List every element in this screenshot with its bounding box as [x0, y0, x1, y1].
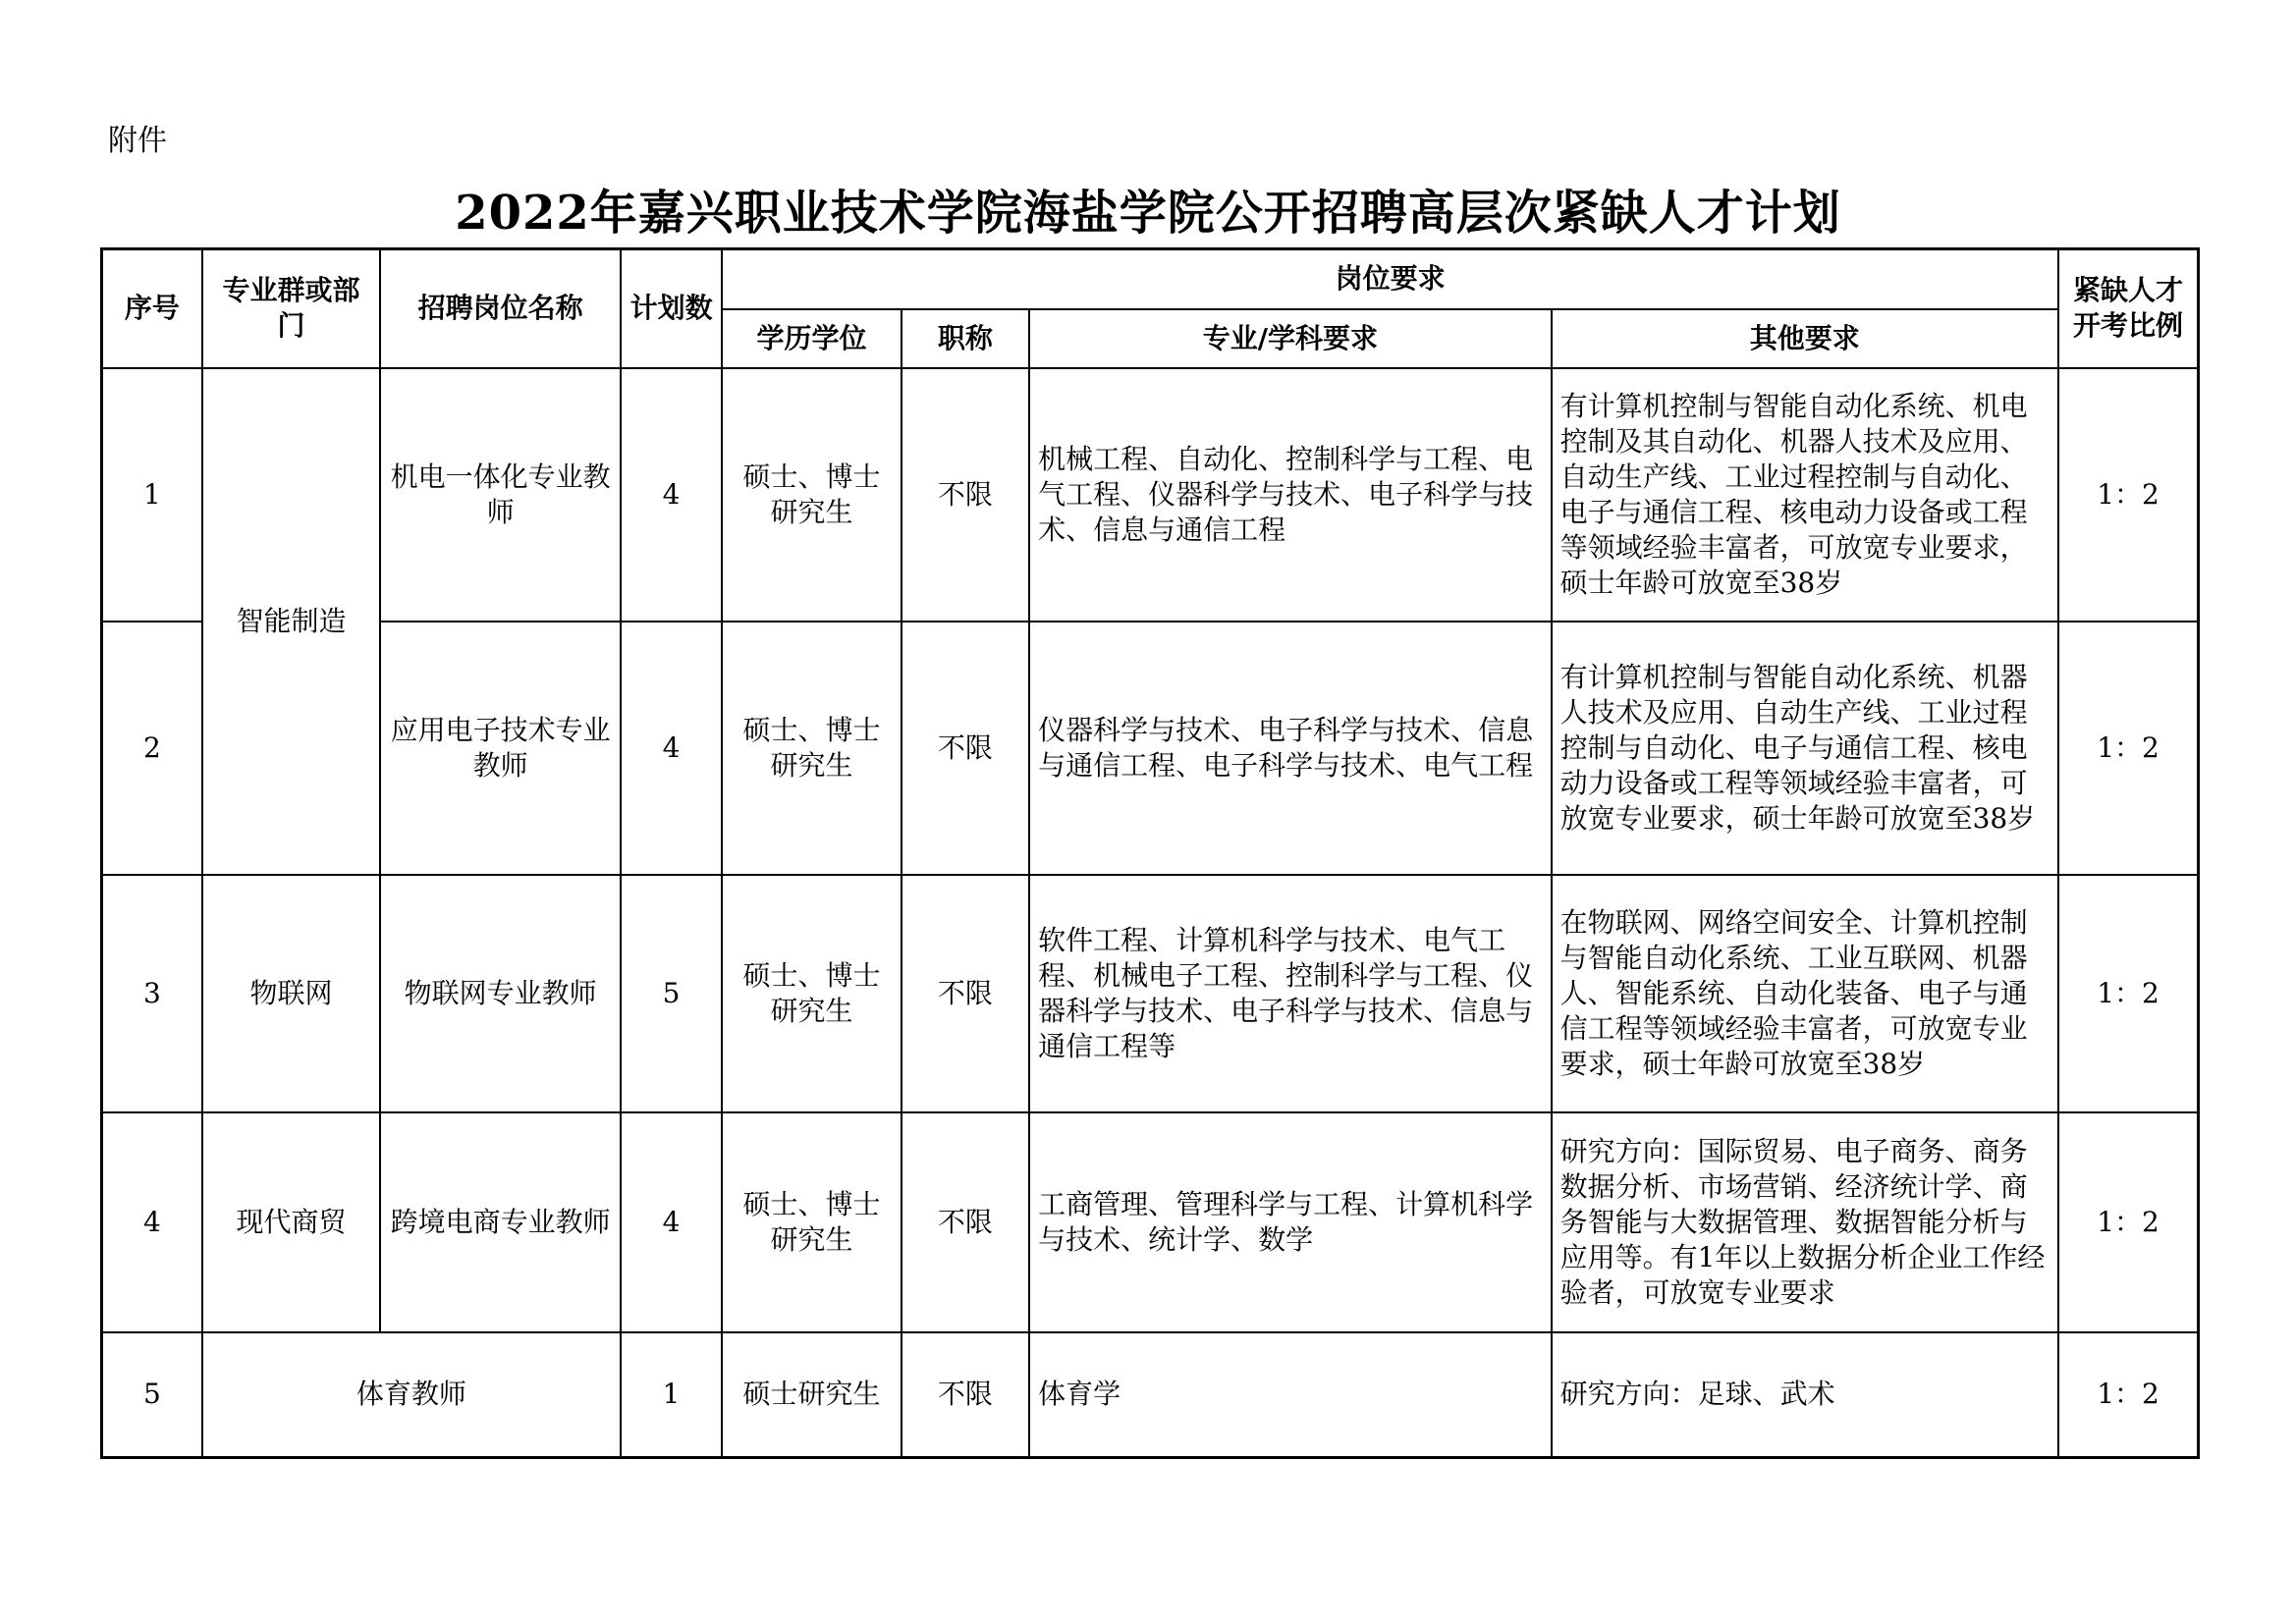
header-position: 招聘岗位名称 [380, 249, 621, 368]
cell-other: 研究方向：国际贸易、电子商务、商务数据分析、市场营销、经济统计学、商务智能与大数据管理、数据智能分析与应用等。有1年以上数据分析企业工作经验者，可放宽专业要求 [1552, 1112, 2058, 1332]
table-row [102, 1332, 2199, 1458]
cell-seq: 3 [102, 875, 202, 1112]
cell-major: 软件工程、计算机科学与技术、电气工程、机械电子工程、控制科学与工程、仪器科学与技术、电子科学与技术、信息与通信工程等 [1029, 875, 1551, 1112]
cell-dept: 智能制造 [202, 368, 381, 875]
cell-ratio: 1：2 [2058, 622, 2198, 875]
cell-ratio: 1：2 [2058, 875, 2198, 1112]
table-row [102, 368, 2199, 622]
cell-seq: 2 [102, 622, 202, 875]
cell-major: 仪器科学与技术、电子科学与技术、信息与通信工程、电子科学与技术、电气工程 [1029, 622, 1551, 875]
cell-dept: 现代商贸 [202, 1112, 381, 1332]
cell-other: 在物联网、网络空间安全、计算机控制与智能自动化系统、工业互联网、机器人、智能系统、自动化装备、电子与通信工程等领域经验丰富者，可放宽专业要求，硕士年龄可放宽至38岁 [1552, 875, 2058, 1112]
cell-count: 1 [621, 1332, 722, 1458]
cell-dept-position: 体育教师 [202, 1332, 621, 1458]
cell-position: 物联网专业教师 [380, 875, 621, 1112]
cell-other: 有计算机控制与智能自动化系统、机电控制及其自动化、机器人技术及应用、自动生产线、工业过程控制与自动化、电子与通信工程、核电动力设备或工程等领域经验丰富者，可放宽专业要求，硕士年龄可放宽至38岁 [1552, 368, 2058, 622]
header-row-1 [102, 249, 2199, 309]
cell-count: 4 [621, 368, 722, 622]
table-row [102, 622, 2199, 875]
cell-ratio: 1：2 [2058, 1332, 2198, 1458]
cell-major: 工商管理、管理科学与工程、计算机科学与技术、统计学、数学 [1029, 1112, 1551, 1332]
cell-ratio: 1：2 [2058, 368, 2198, 622]
header-degree: 学历学位 [722, 309, 902, 368]
cell-degree: 硕士、博士研究生 [722, 875, 902, 1112]
page-title: 2022年嘉兴职业技术学院海盐学院公开招聘高层次紧缺人才计划 [455, 186, 1841, 241]
cell-seq: 4 [102, 1112, 202, 1332]
cell-position: 跨境电商专业教师 [380, 1112, 621, 1332]
cell-dept: 物联网 [202, 875, 381, 1112]
cell-title-rank: 不限 [902, 622, 1029, 875]
cell-count: 5 [621, 875, 722, 1112]
cell-seq: 1 [102, 368, 202, 622]
header-major: 专业/学科要求 [1029, 309, 1551, 368]
header-dept: 专业群或部门 [202, 249, 381, 368]
cell-title-rank: 不限 [902, 1332, 1029, 1458]
cell-position: 机电一体化专业教师 [380, 368, 621, 622]
cell-title-rank: 不限 [902, 368, 1029, 622]
cell-degree: 硕士、博士研究生 [722, 1112, 902, 1332]
header-requirements: 岗位要求 [722, 249, 2058, 309]
cell-ratio: 1：2 [2058, 1112, 2198, 1332]
cell-degree: 硕士、博士研究生 [722, 622, 902, 875]
cell-major: 机械工程、自动化、控制科学与工程、电气工程、仪器科学与技术、电子科学与技术、信息与通信工程 [1029, 368, 1551, 622]
table-row [102, 875, 2199, 1112]
header-other: 其他要求 [1552, 309, 2058, 368]
cell-other: 研究方向：足球、武术 [1552, 1332, 2058, 1458]
cell-major: 体育学 [1029, 1332, 1551, 1458]
cell-title-rank: 不限 [902, 875, 1029, 1112]
attachment-label: 附件 [108, 124, 167, 158]
cell-count: 4 [621, 622, 722, 875]
header-ratio: 紧缺人才开考比例 [2058, 249, 2198, 368]
header-title-rank: 职称 [902, 309, 1029, 368]
cell-other: 有计算机控制与智能自动化系统、机器人技术及应用、自动生产线、工业过程控制与自动化、电子与通信工程、核电动力设备或工程等领域经验丰富者，可放宽专业要求，硕士年龄可放宽至38岁 [1552, 622, 2058, 875]
cell-count: 4 [621, 1112, 722, 1332]
cell-position: 应用电子技术专业教师 [380, 622, 621, 875]
header-seq: 序号 [102, 249, 202, 368]
cell-seq: 5 [102, 1332, 202, 1458]
header-count: 计划数 [621, 249, 722, 368]
cell-degree: 硕士、博士研究生 [722, 368, 902, 622]
cell-title-rank: 不限 [902, 1112, 1029, 1332]
cell-degree: 硕士研究生 [722, 1332, 902, 1458]
table-row [102, 1112, 2199, 1332]
recruitment-table [100, 247, 2200, 1459]
